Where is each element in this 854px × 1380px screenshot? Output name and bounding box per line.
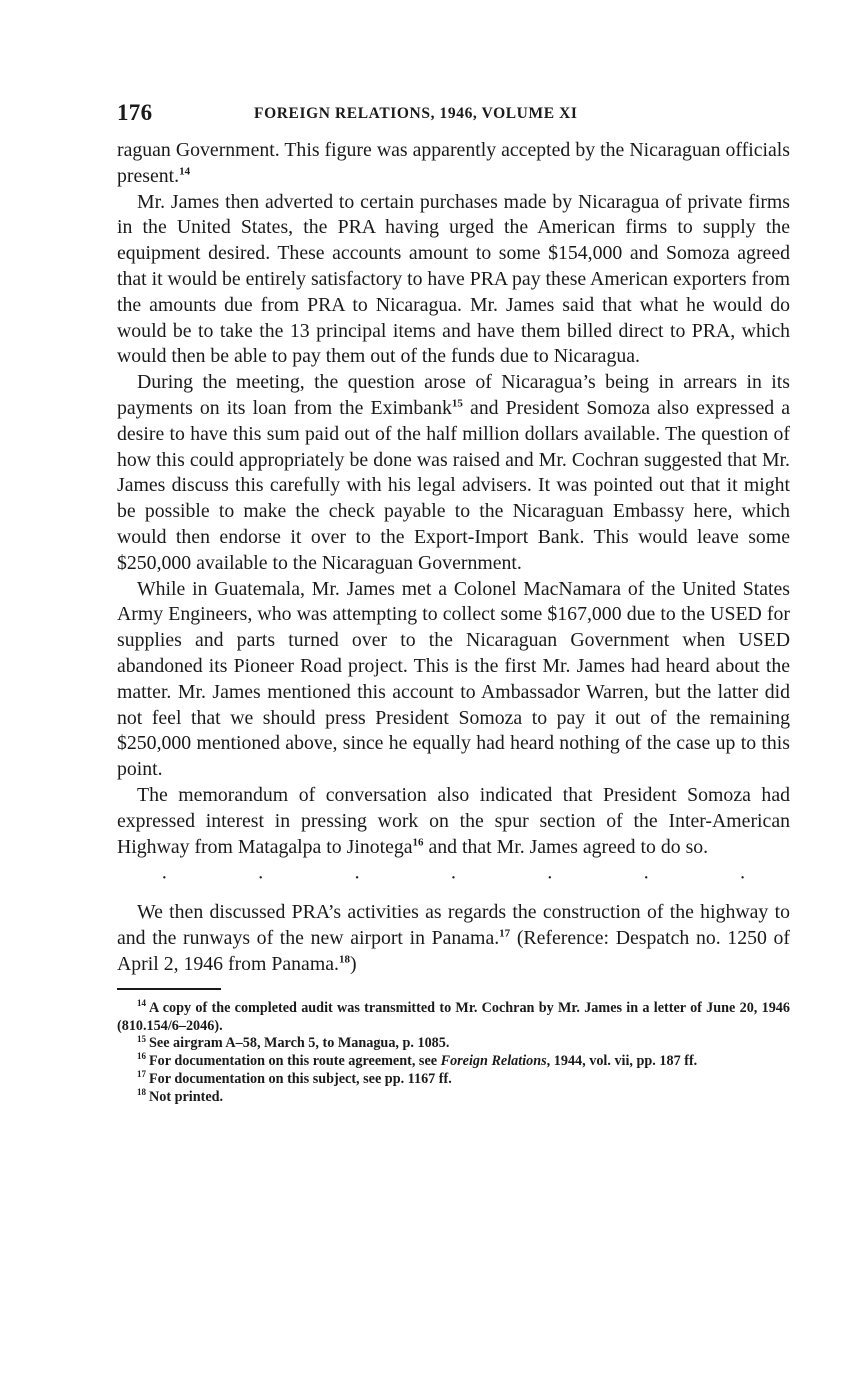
footnote-text: See airgram A–58, March 5, to Managua, p. 1085. — [149, 1035, 450, 1052]
paragraph-arrears — [117, 370, 790, 576]
footnote-18 — [117, 1086, 790, 1107]
footnote-ref-15[interactable]: 15 — [451, 397, 463, 410]
footnotes — [117, 997, 790, 1107]
footnote-14 — [117, 997, 790, 1036]
footnote-ref-16[interactable]: 16 — [412, 835, 424, 848]
paragraph-text: We then discussed PRA’s activities as regards the construction of the highway to and the runways of the new airport in Panama. — [117, 901, 790, 950]
footnote-text: , 1944, vol. vii, pp. 187 ff. — [546, 1053, 698, 1070]
footnote-ref-14[interactable]: 14 — [179, 165, 191, 178]
paragraph-text: and that Mr. James agreed to do so. — [423, 835, 709, 858]
paragraph-continuation — [117, 138, 790, 190]
footnote-mark: 17 — [137, 1069, 146, 1080]
footnote-text: For documentation on this route agreement, see — [149, 1053, 441, 1070]
ellipsis-dot: · — [257, 867, 265, 890]
paragraph-text: While in Guatemala, Mr. James met a Colonel MacNamara of the United States Army Engineers, who was attempting to collect some $167,000 due to the USED for supplies and parts turned over to the Nicaraguan Government when USED abandoned its Pioneer Road project. This is the first Mr. James had heard about the matter. Mr. James mentioned this account to Ambassador Warren, but the latter did not feel that we should press President Somoza to pay it out of the remaining $250,000 mentioned above, since he equally had heard nothing of the case up to this point. — [117, 577, 790, 781]
footnote-mark: 16 — [137, 1051, 146, 1062]
footnote-ref-17[interactable]: 17 — [499, 927, 511, 940]
footnote-text: For documentation on this subject, see pp. 1167 ff. — [149, 1070, 452, 1087]
footnote-16 — [117, 1053, 790, 1071]
paragraph-text: During the meeting, the question arose of Nicaragua’s being in arrears in its payments on its loan from the Eximbank — [117, 371, 790, 419]
paragraph-guatemala — [117, 577, 790, 783]
ellipsis-dot: · — [642, 867, 650, 890]
footnote-mark: 14 — [137, 997, 146, 1008]
paragraph-panama — [117, 900, 790, 977]
ellipsis-dot: · — [739, 867, 746, 890]
footnote-15 — [117, 1035, 790, 1053]
footnote-text: A copy of the completed audit was transmitted to Mr. Cochran by Mr. James in a letter of June 20, 1946 (810.154/6–2046). — [117, 999, 790, 1034]
running-title: FOREIGN RELATIONS, 1946, VOLUME XI — [254, 105, 578, 122]
footnote-ref-18[interactable]: 18 — [338, 953, 350, 966]
footnote-text: Not printed. — [149, 1088, 224, 1105]
body-text — [117, 138, 790, 978]
document-page — [117, 100, 790, 1106]
page-number: 176 — [117, 100, 153, 125]
paragraph-purchases — [117, 190, 790, 371]
ellipsis-dot: · — [450, 867, 457, 890]
paragraph-text: ) — [349, 952, 357, 975]
ellipsis-dot: · — [161, 867, 168, 890]
paragraph-text: and President Somoza also expressed a desire to have this sum paid out of the half million dollars available. The question of how this could appropriately be done was raised and Mr. Cochran suggested that Mr. James discuss this carefully with his legal advisers. It was pointed out that it might be possible to make the check payable to the Nicaraguan Embassy here, which would then endorse it over to the Export-Import Bank. This would leave some $250,000 available to the Nicaraguan Government. — [117, 396, 790, 574]
paragraph-text: raguan Government. This figure was apparently accepted by the Nicaraguan officials present. — [117, 139, 790, 187]
footnote-mark: 18 — [137, 1086, 146, 1097]
footnote-divider — [117, 988, 221, 990]
paragraph-memorandum — [117, 783, 790, 860]
footnote-italic-title: Foreign Relations — [440, 1053, 547, 1070]
footnote-mark: 15 — [137, 1033, 146, 1044]
ellipsis-dot: · — [353, 867, 361, 890]
ellipsis-dot: · — [546, 867, 554, 890]
paragraph-text: (Reference: Despatch no. 1250 of April 2, 1946 from Panama. — [117, 927, 790, 975]
paragraph-text: The memorandum of conversation also indicated that President Somoza had expressed interest in pressing work on the spur section of the Inter-American Highway from Matagalpa to Jinotega — [117, 783, 790, 858]
ellipsis-separator — [117, 867, 790, 890]
running-head — [117, 100, 790, 132]
footnote-17 — [117, 1071, 790, 1089]
paragraph-text: Mr. James then adverted to certain purchases made by Nicaragua of private firms in the United States, the PRA having urged the American firms to supply the equipment desired. These accounts amount to some $154,000 and Somoza agreed that it would be entirely satisfactory to have PRA pay these American exporters from the amounts due from PRA to Nicaragua. Mr. James said that what he would do would be to take the 13 principal items and have them billed direct to PRA, which would then be able to pay them out of the funds due to Nicaragua. — [117, 190, 790, 368]
